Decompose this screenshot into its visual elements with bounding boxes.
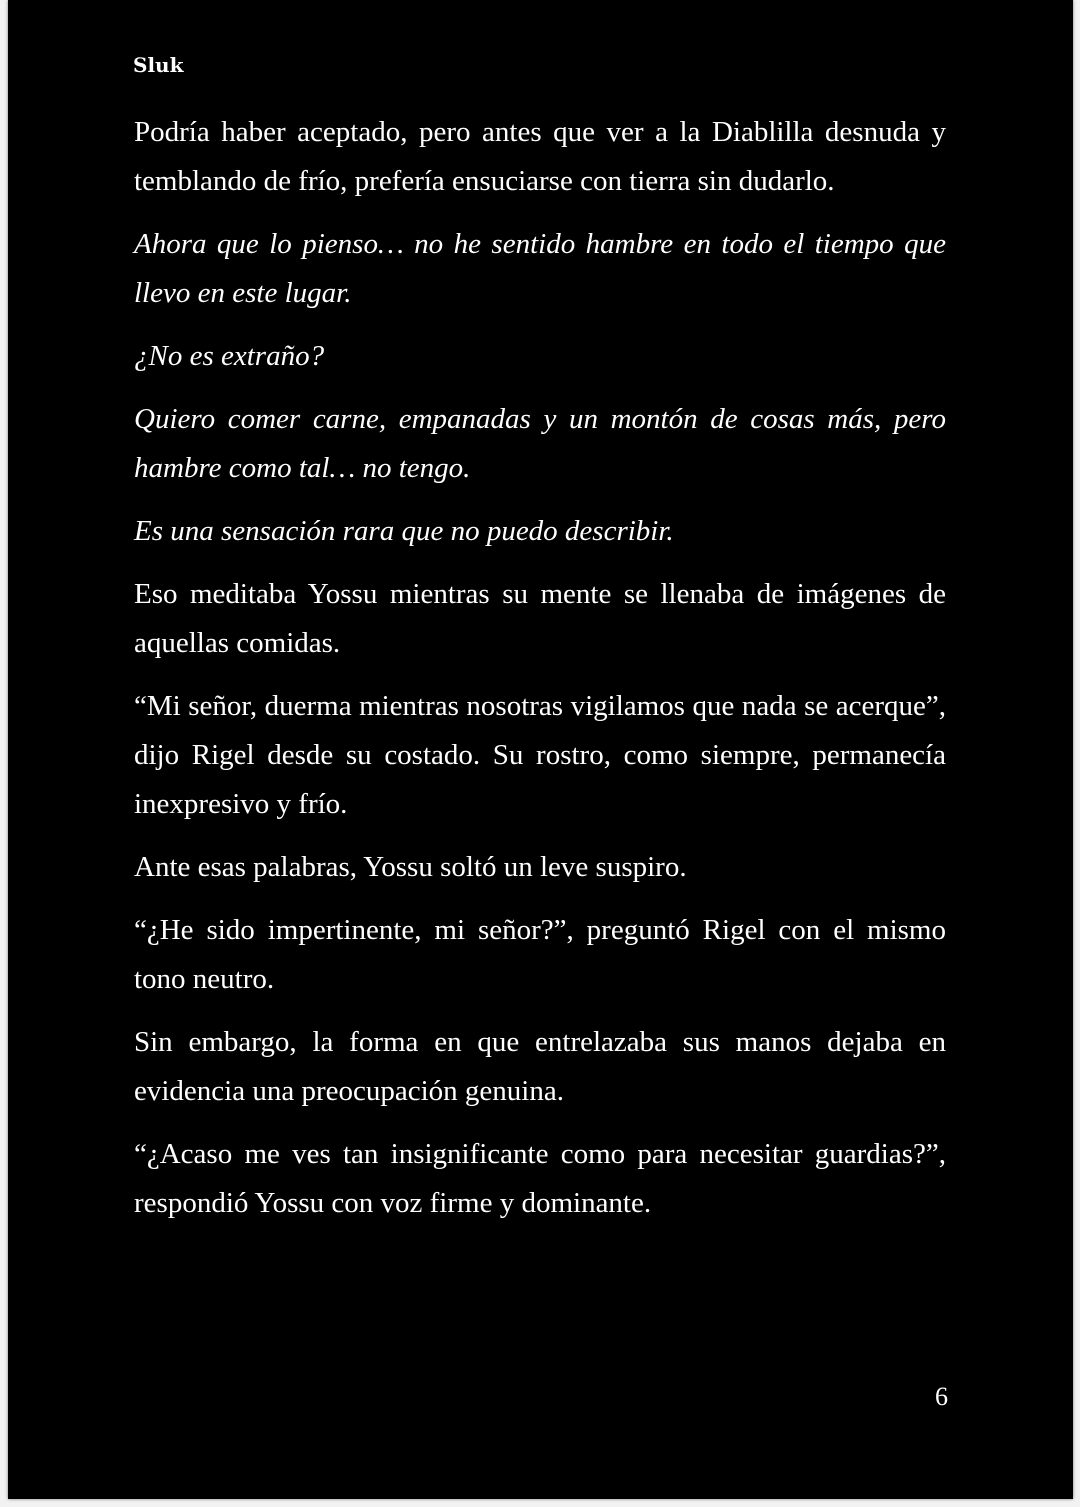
- paragraph-italic: ¿No es extraño?: [134, 340, 325, 372]
- paragraph-italic: Es una sensación rara que no puedo describir.: [134, 515, 674, 547]
- paragraph: “¿He sido impertinente, mi señor?”, preguntó Rigel con el mismo tono neutro.: [134, 914, 946, 995]
- paragraph: Ante esas palabras, Yossu soltó un leve suspiro.: [134, 851, 687, 883]
- document-page: [8, 0, 1073, 1499]
- page-number: 6: [935, 1382, 948, 1411]
- paragraph: Podría haber aceptado, pero antes que ver a la Diablilla desnuda y temblando de frío, prefería ensuciarse con tierra sin dudarlo.: [134, 116, 946, 197]
- paragraph: “Mi señor, duerma mientras nosotras vigilamos que nada se acerque”, dijo Rigel desde su costado. Su rostro, como siempre, permanecía inexpresivo y frío.: [134, 690, 946, 820]
- body-text: [134, 108, 946, 1242]
- paragraph-italic: Ahora que lo pienso… no he sentido hambre en todo el tiempo que llevo en este lugar.: [134, 228, 946, 309]
- paragraph: Sin embargo, la forma en que entrelazaba sus manos dejaba en evidencia una preocupación genuina.: [134, 1026, 946, 1107]
- paragraph: “¿Acaso me ves tan insignificante como para necesitar guardias?”, respondió Yossu con voz firme y dominante.: [134, 1138, 946, 1219]
- running-header: Sluk: [133, 53, 184, 77]
- paragraph: Eso meditaba Yossu mientras su mente se llenaba de imágenes de aquellas comidas.: [134, 578, 946, 659]
- paragraph-italic: Quiero comer carne, empanadas y un montón de cosas más, pero hambre como tal… no tengo.: [134, 403, 946, 484]
